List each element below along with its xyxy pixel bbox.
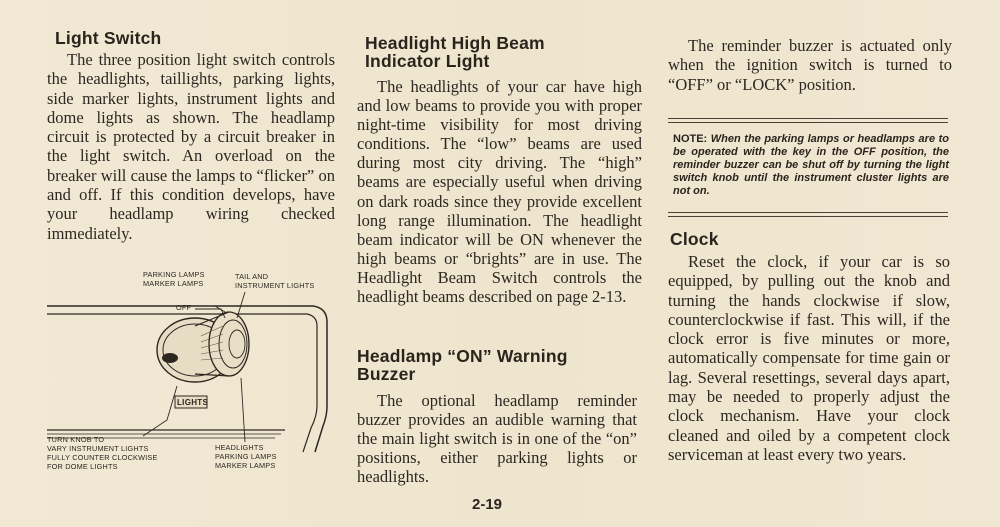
high-beam-heading: Headlight High Beam Indicator Light xyxy=(365,33,545,71)
high-beam-body: The headlights of your car have high and low beams to provide you with proper night-time visibility for most driving conditions. The “low” beams are used during most city driving. The “high” beams are especially useful when driving on dark roads since they provide excellent long range illumination. The headlight beam indicator will be ON whenever the high beams or “brights” are in use. The Headlight Beam Switch controls the headlight beams described on page 2-13. xyxy=(357,77,642,307)
reminder-body: The reminder buzzer is actuated only when the ignition switch is turned to “OFF” or “LOCK” position. xyxy=(668,36,952,94)
label-off: OFF xyxy=(176,303,192,312)
light-switch-heading: Light Switch xyxy=(55,28,162,48)
clock-heading: Clock xyxy=(670,229,719,249)
light-switch-body: The three position light switch controls the headlights, taillights, parking lights, side marker lights, instrument lights and dome lights as shown. The headlamp circuit is protected by a circuit breaker in the light switch. An overload on the breaker will cause the lamps to “flicker” on and off. If this condition develops, have your headlamp wiring checked immediately. xyxy=(47,50,335,243)
warning-buzzer-body: The optional headlamp reminder buzzer provides an audible warning that the main light switch is in one of the “on” positions, either parking lights or headlights. xyxy=(357,391,637,487)
clock-body: Reset the clock, if your car is so equipped, by pulling out the knob and turning the hands clockwise if slow, counterclockwise if fast. This will, if the clock error is five minutes or more, automatically compensate for time gain or lag. Several resettings, several days apart, may be needed to properly adjust the clock mechanism. Have your clock cleaned and oiled by a competent clock serviceman at least every two years. xyxy=(668,252,950,464)
label-tail-instrument: TAIL AND INSTRUMENT LIGHTS xyxy=(235,272,315,290)
note-rule-top-1 xyxy=(668,118,948,119)
label-turn-knob: TURN KNOB TO VARY INSTRUMENT LIGHTS FULLY COUNTER CLOCKWISE FOR DOME LIGHTS xyxy=(47,435,158,471)
note-rule-bottom-1 xyxy=(668,212,948,213)
warning-buzzer-heading: Headlamp “ON” Warning Buzzer xyxy=(357,346,568,384)
label-parking-marker: PARKING LAMPS MARKER LAMPS xyxy=(143,270,205,288)
note-rule-top-2 xyxy=(668,122,948,123)
note-rule-bottom-2 xyxy=(668,216,948,217)
note-block xyxy=(673,133,949,198)
knob-lights-text: LIGHTS xyxy=(177,398,209,407)
note-text: When the parking lamps or headlamps are to be operated with the key in the OFF position, the reminder buzzer can be shut off by turning the light switch knob until the instrument cluster lights are not on. xyxy=(673,133,949,197)
page-number: 2-19 xyxy=(472,496,503,513)
note-lead: NOTE: xyxy=(673,133,708,145)
label-headlights: HEADLIGHTS PARKING LAMPS MARKER LAMPS xyxy=(215,443,277,470)
